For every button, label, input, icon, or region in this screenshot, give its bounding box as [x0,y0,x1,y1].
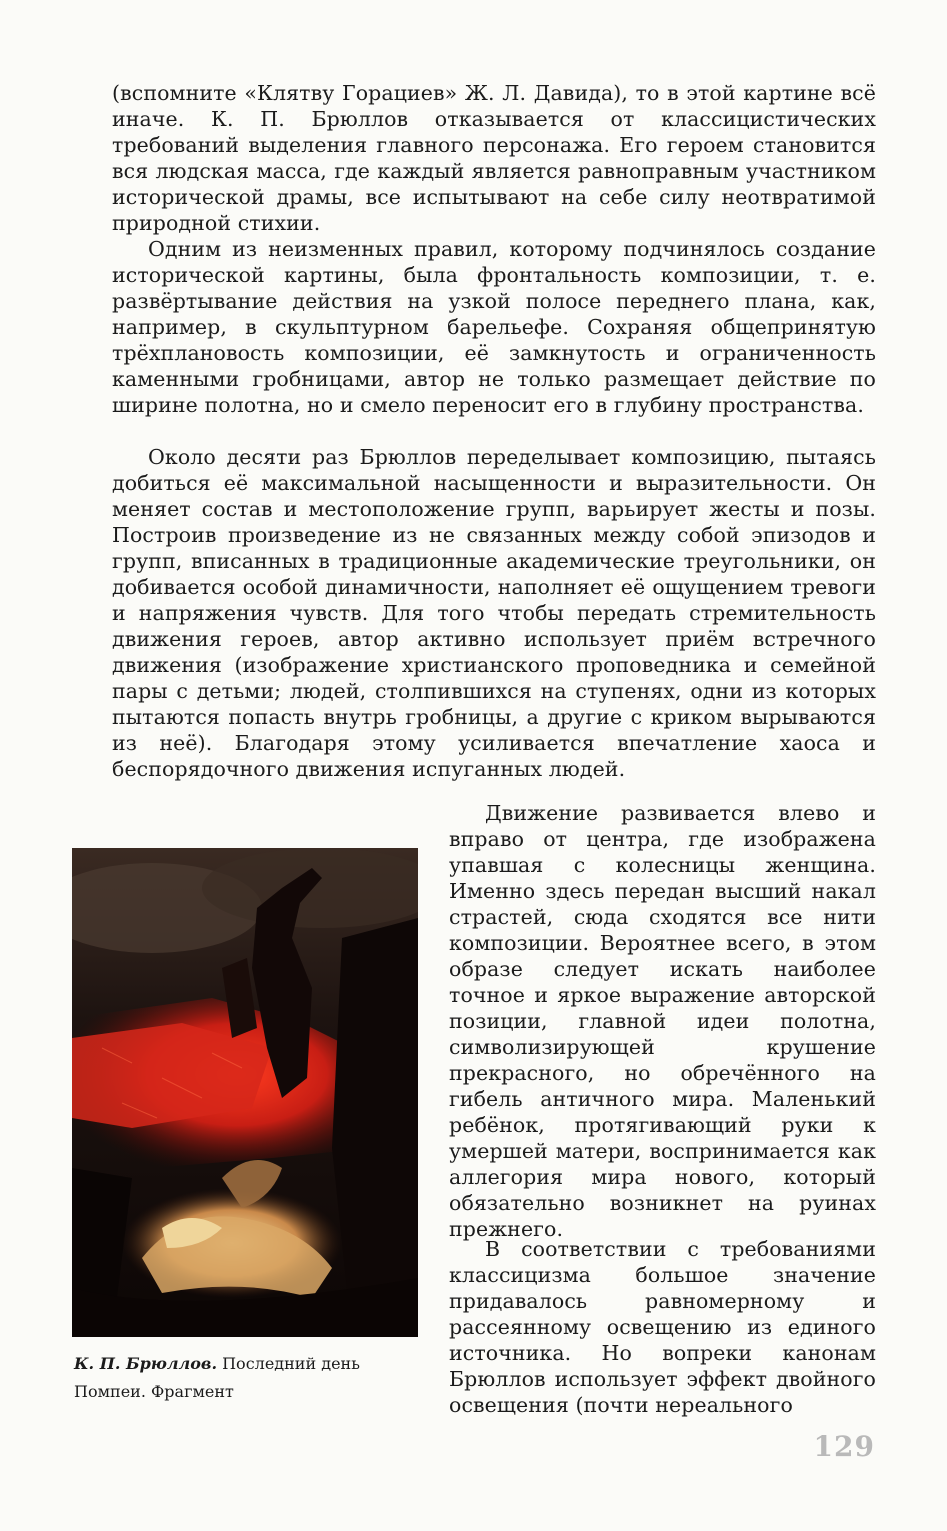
caption-author: К. П. Брюллов. [74,1354,218,1373]
painting-fragment-image [72,848,418,1337]
paragraph-5: В соответствии с требованиями классицизма большое значение придавалось равномерному и рассеянному освещению из единого источника. Но вопреки канонам Брюллов использует эффект двойного освещения (почти нереального [449,1237,876,1417]
page-number: 129 [813,1430,875,1463]
caption-title: Последний день Помпеи. Фрагмент [74,1354,360,1401]
paragraph-1: (вспомните «Клятву Горациев» Ж. Л. Давида), то в этой картине всё иначе. К. П. Брюллов отказывается от классицистических требований выделения главного персонажа. Его героем становится вся людская масса, где каждый является равноправным участником исторической драмы, все испытывают на себе силу неотвратимой природной стихии. [112,81,876,235]
paragraph-4: Движение развивается влево и вправо от центра, где изображена упавшая с колесницы женщина. Именно здесь передан высший накал страстей, сюда сходятся все нити композиции. Вероятнее всего, в этом образе следует искать наиболее точное и яркое выражение авторской позиции, главной идеи полотна, символизирующей крушение прекрасного, но обречённого на гибель античного мира. Маленький ребёнок, протягивающий руки к умершей матери, воспринимается как аллегория мира нового, который обязательно возникнет на руинах прежнего. [449,801,876,1241]
figure-caption [74,1350,434,1406]
paragraph-3: Около десяти раз Брюллов переделывает композицию, пытаясь добиться её максимальной насыщенности и выразительности. Он меняет состав и местоположение групп, варьирует жесты и позы. Построив произведение из не связанных между собой эпизодов и групп, вписанных в традиционные академические треугольники, он добивается особой динамичности, наполняет её ощущением тревоги и напряжения чувств. Для того чтобы передать стремительность движения героев, автор активно использует приём встречного движения (изображение христианского проповедника и семейной пары с детьми; людей, столпившихся на ступенях, одни из которых пытаются попасть внутрь гробницы, а другие с криком вырываются из неё). Благодаря этому усиливается впечатление хаоса и беспорядочного движения испуганных людей. [112,445,876,781]
paragraph-2: Одним из неизменных правил, которому подчинялось создание исторической картины, была фронтальность композиции, т. е. развёртывание действия на узкой полосе переднего плана, как, например, в скульптурном барельефе. Сохраняя общепринятую трёхплановость композиции, её замкнутость и ограниченность каменными гробницами, автор не только размещает действие по ширине полотна, но и смело переносит его в глубину пространства. [112,237,876,417]
